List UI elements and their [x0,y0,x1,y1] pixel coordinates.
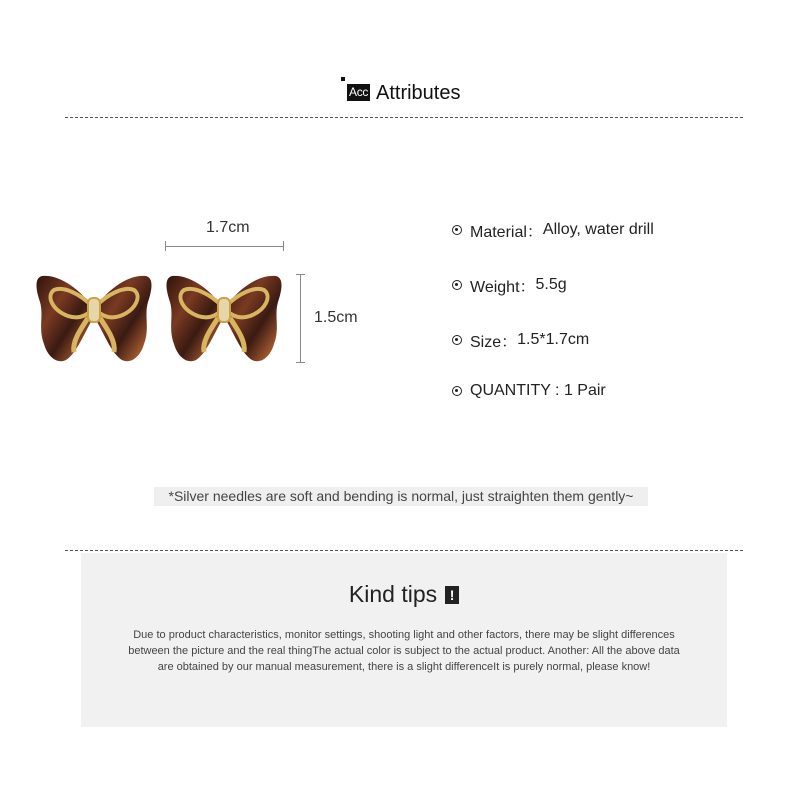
width-dimension-tick [283,241,284,251]
attribute-label: QUANTITY : 1 Pair [470,382,606,399]
header-tag: Acc [349,85,369,99]
attribute-quantity [452,379,606,403]
bullet-icon [452,335,462,345]
attribute-value: Alloy, water drill [542,221,654,238]
care-note: *Silver needles are soft and bending is normal, just straighten them gently~ [154,487,648,506]
kind-tips-heading [81,579,727,609]
top-divider [65,117,743,118]
attribute-material [452,218,654,242]
bullet-icon [452,225,462,235]
kind-tips-panel [81,553,727,727]
product-image [30,268,292,370]
attribute-value: 5.5g [535,276,567,293]
attribute-weight [452,273,567,297]
height-dimension-tick [296,274,305,275]
kind-tips-body: Due to product characteristics, monitor settings, shooting light and other factors, there may be slight differences between the picture and the real thingThe actual color is subject to the actual product. Another: All the above data are obtained by our manual measurement, there is a slight differenceIt is purely normal, please know! [128,629,680,673]
width-dimension-tick [165,241,166,251]
width-dimension-line [165,246,283,247]
section-title: Attributes [376,82,461,104]
kind-tips-title: Kind tips [348,581,438,607]
height-dimension-label: 1.5cm [314,309,358,326]
width-dimension-label: 1.7cm [206,219,250,236]
attribute-label: Material： [470,223,543,241]
attribute-value: 1.5*1.7cm [517,331,590,348]
attribute-size [452,328,589,352]
bow-earring-icon [37,276,152,361]
attribute-label: Weight： [470,278,536,296]
height-dimension-line [300,274,301,362]
bow-earring-icon [167,276,282,361]
attribute-label: Size： [470,333,518,351]
exclamation-icon: ! [445,586,459,604]
bottom-divider [65,550,743,551]
bullet-icon [452,280,462,290]
bullet-icon [452,386,462,396]
height-dimension-tick [296,362,305,363]
header-dot-decoration [341,77,345,81]
